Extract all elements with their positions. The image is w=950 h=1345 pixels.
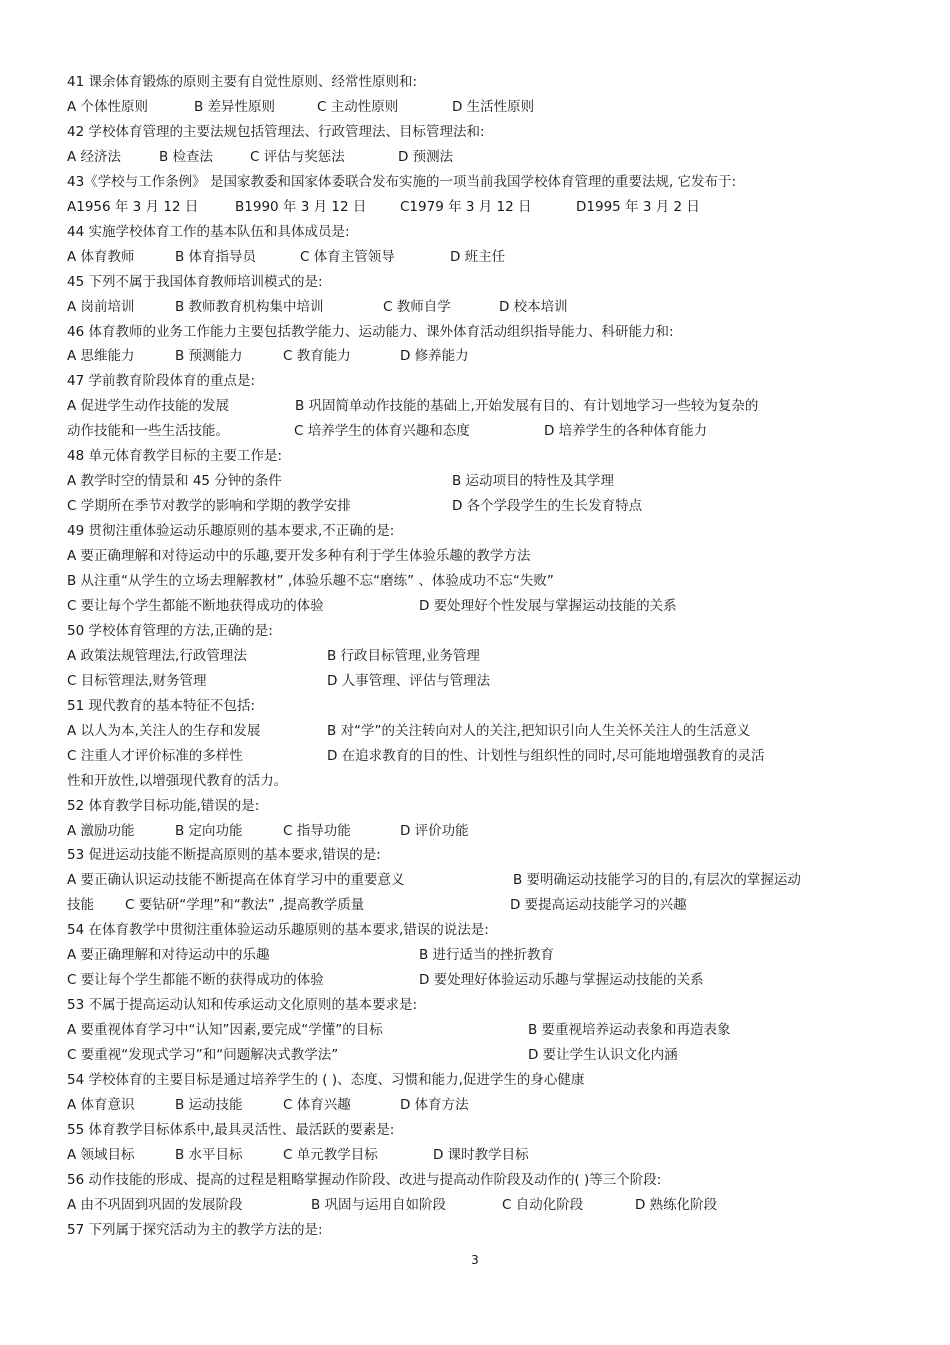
answer-option: D1995 年 3 月 2 日 [576,198,700,215]
question-text: 50 学校体育管理的方法,正确的是: [67,622,273,639]
answer-option: B 行政目标管理,业务管理 [327,647,480,664]
answer-option: A 要重视体育学习中“认知”因素,要完成“学懂”的目标 [67,1022,383,1039]
answer-option: B 检查法 [159,148,214,165]
answer-option: A 要正确认识运动技能不断提高在体育学习中的重要意义 [67,872,405,889]
question-text: 43《学校与工作条例》 是国家教委和国家体委联合发布实施的一项当前我国学校体育管理的重要法规, 它发布于: [67,173,737,190]
answer-option: D 要让学生认识文化内涵 [528,1047,678,1064]
answer-option: D 人事管理、评估与管理法 [327,672,491,689]
answer-option: D 修养能力 [400,348,469,365]
answer-option: B 运动技能 [175,1096,243,1113]
answer-option: C 体育兴趣 [283,1096,351,1113]
answer-option: D 要处理好体验运动乐趣与掌握运动技能的关系 [419,972,704,989]
options-row [67,721,857,741]
answer-option: C 体育主管领导 [300,248,395,265]
question-text: 53 不属于提高运动认知和传承运动文化原则的基本要求是: [67,997,418,1014]
answer-option: D 培养学生的各种体育能力 [544,423,708,440]
options-row [67,97,857,117]
answer-option: B 进行适当的挫折教育 [419,947,555,964]
options-row [67,1195,857,1215]
question-text: 52 体育教学目标功能,错误的是: [67,797,260,814]
answer-option: C1979 年 3 月 12 日 [400,198,532,215]
answer-option: D 生活性原则 [452,98,535,115]
answer-option: 技能 [67,897,94,914]
answer-option: A 促进学生动作技能的发展 [67,398,230,415]
answer-option: C 评估与奖惩法 [250,148,345,165]
answer-option: C 要让每个学生都能不断的获得成功的体验 [67,972,324,989]
answer-option: C 学期所在季节对教学的影响和学期的教学安排 [67,498,351,515]
options-row [67,197,857,217]
options-row [67,671,857,691]
answer-option: A 体育意识 [67,1096,135,1113]
answer-option: A1956 年 3 月 12 日 [67,198,199,215]
answer-option: B 从注重“从学生的立场去理解教材” ,体验乐趣不忘“磨练” 、体验成功不忘“失败” [67,573,554,589]
answer-option: C 培养学生的体育兴趣和态度 [294,423,470,440]
options-row [67,821,857,841]
answer-option: C 目标管理法,财务管理 [67,672,207,689]
question-text: 49 贯彻注重体验运动乐趣原则的基本要求,不正确的是: [67,523,395,540]
answer-option: D 在追求教育的目的性、计划性与组织性的同时,尽可能地增强教育的灵活 [327,747,765,764]
answer-option: D 班主任 [450,248,506,265]
answer-option: B 巩固简单动作技能的基础上,开始发展有目的、有计划地学习一些较为复杂的 [295,398,759,415]
options-row [67,496,857,516]
question-text: 41 课余体育锻炼的原则主要有自觉性原则、经常性原则和: [67,74,418,90]
answer-option: C 主动性原则 [317,98,399,115]
answer-option: C 要钻研“学理”和“教法” ,提高教学质量 [125,897,365,914]
question-text: 54 在体育教学中贯彻注重体验运动乐趣原则的基本要求,错误的说法是: [67,922,489,939]
answer-option: A 激励功能 [67,822,135,839]
question-text: 56 动作技能的形成、提高的过程是粗略掌握动作阶段、改进与提高动作阶段及动作的( )等三个阶段: [67,1171,662,1188]
answer-option: B 要明确运动技能学习的目的,有层次的掌握运动 [513,872,801,889]
options-row [67,546,857,566]
question-text: 47 学前教育阶段体育的重点是: [67,373,256,390]
options-row [67,471,857,491]
answer-option: B 体育指导员 [175,248,257,265]
options-row [67,646,857,666]
answer-option: D 课时教学目标 [433,1146,529,1163]
answer-option: A 政策法规管理法,行政管理法 [67,647,247,664]
options-row [67,247,857,267]
answer-option: D 各个学段学生的生长发育特点 [452,498,643,515]
answer-option: D 预测法 [398,148,454,165]
page-number: 3 [471,1253,479,1267]
answer-option: D 要提高运动技能学习的兴趣 [510,897,687,914]
answer-option: B 教师教育机构集中培训 [175,298,324,315]
answer-option: C 要让每个学生都能不断地获得成功的体验 [67,597,324,614]
answer-option: C 指导功能 [283,822,351,839]
question-text: 57 下列属于探究活动为主的教学方法的是: [67,1221,323,1238]
answer-option: B1990 年 3 月 12 日 [235,198,367,215]
answer-option: A 要正确理解和对待运动中的乐趣,要开发多种有利于学生体验乐趣的教学方法 [67,548,531,565]
options-row [67,297,857,317]
answer-option: D 评价功能 [400,822,469,839]
answer-option: A 经济法 [67,148,122,165]
answer-option: C 教师自学 [383,298,451,315]
answer-option: A 个体性原则 [67,98,149,115]
options-row [67,396,857,416]
answer-option: B 对“学”的关注转向对人的关注,把知识引向人生关怀关注人的生活意义 [327,722,751,739]
question-text: 42 学校体育管理的主要法规包括管理法、行政管理法、目标管理法和: [67,123,485,140]
answer-option: C 自动化阶段 [502,1196,584,1213]
options-row [67,596,857,616]
answer-option: B 差异性原则 [194,98,276,115]
answer-option: B 运动项目的特性及其学理 [452,473,615,490]
answer-option: D 要处理好个性发展与掌握运动技能的关系 [419,597,677,614]
answer-option: A 思维能力 [67,348,135,365]
question-text: 46 体育教师的业务工作能力主要包括教学能力、运动能力、课外体育活动组织指导能力、科研能力和: [67,323,674,340]
question-text: 性和开放性,以增强现代教育的活力。 [67,772,288,789]
answer-option: D 校本培训 [499,298,568,315]
answer-option: A 教学时空的情景和 45 分钟的条件 [67,473,282,490]
options-row [67,945,857,965]
answer-option: D 体育方法 [400,1096,469,1113]
options-row [67,746,857,766]
question-text: 48 单元体育教学目标的主要工作是: [67,448,283,465]
options-row [67,571,857,591]
question-text: 55 体育教学目标体系中,最具灵活性、最活跃的要素是: [67,1121,395,1138]
answer-option: A 岗前培训 [67,298,135,315]
options-row [67,1095,857,1115]
answer-option: A 以人为本,关注人的生存和发展 [67,722,261,739]
answer-option: 动作技能和一些生活技能。 [67,423,229,440]
answer-option: C 要重视“发现式学习”和“问题解决式教学法” [67,1047,339,1064]
answer-option: A 体育教师 [67,248,135,265]
answer-option: C 注重人才评价标准的多样性 [67,747,243,764]
question-text: 54 学校体育的主要目标是通过培养学生的 ( )、态度、习惯和能力,促进学生的身心健康 [67,1072,585,1088]
answer-option: B 定向功能 [175,822,243,839]
options-row [67,1045,857,1065]
answer-option: B 预测能力 [175,348,243,365]
question-text: 44 实施学校体育工作的基本队伍和具体成员是: [67,223,350,240]
options-row [67,1020,857,1040]
options-row [67,970,857,990]
question-text: 53 促进运动技能不断提高原则的基本要求,错误的是: [67,847,381,864]
question-text: 51 现代教育的基本特征不包括: [67,697,256,714]
answer-option: C 单元教学目标 [283,1146,378,1163]
question-text: 45 下列不属于我国体育教师培训模式的是: [67,273,323,290]
answer-option: A 领域目标 [67,1146,135,1163]
answer-option: B 巩固与运用自如阶段 [311,1196,447,1213]
options-row [67,147,857,167]
options-row [67,421,857,441]
answer-option: A 要正确理解和对待运动中的乐趣 [67,947,270,964]
options-row [67,346,857,366]
options-row [67,1145,857,1165]
options-row [67,895,857,915]
answer-option: B 水平目标 [175,1146,243,1163]
answer-option: C 教育能力 [283,348,351,365]
answer-option: A 由不巩固到巩固的发展阶段 [67,1196,243,1213]
answer-option: B 要重视培养运动表象和再造表象 [528,1022,731,1039]
answer-option: D 熟练化阶段 [635,1196,718,1213]
options-row [67,870,857,890]
